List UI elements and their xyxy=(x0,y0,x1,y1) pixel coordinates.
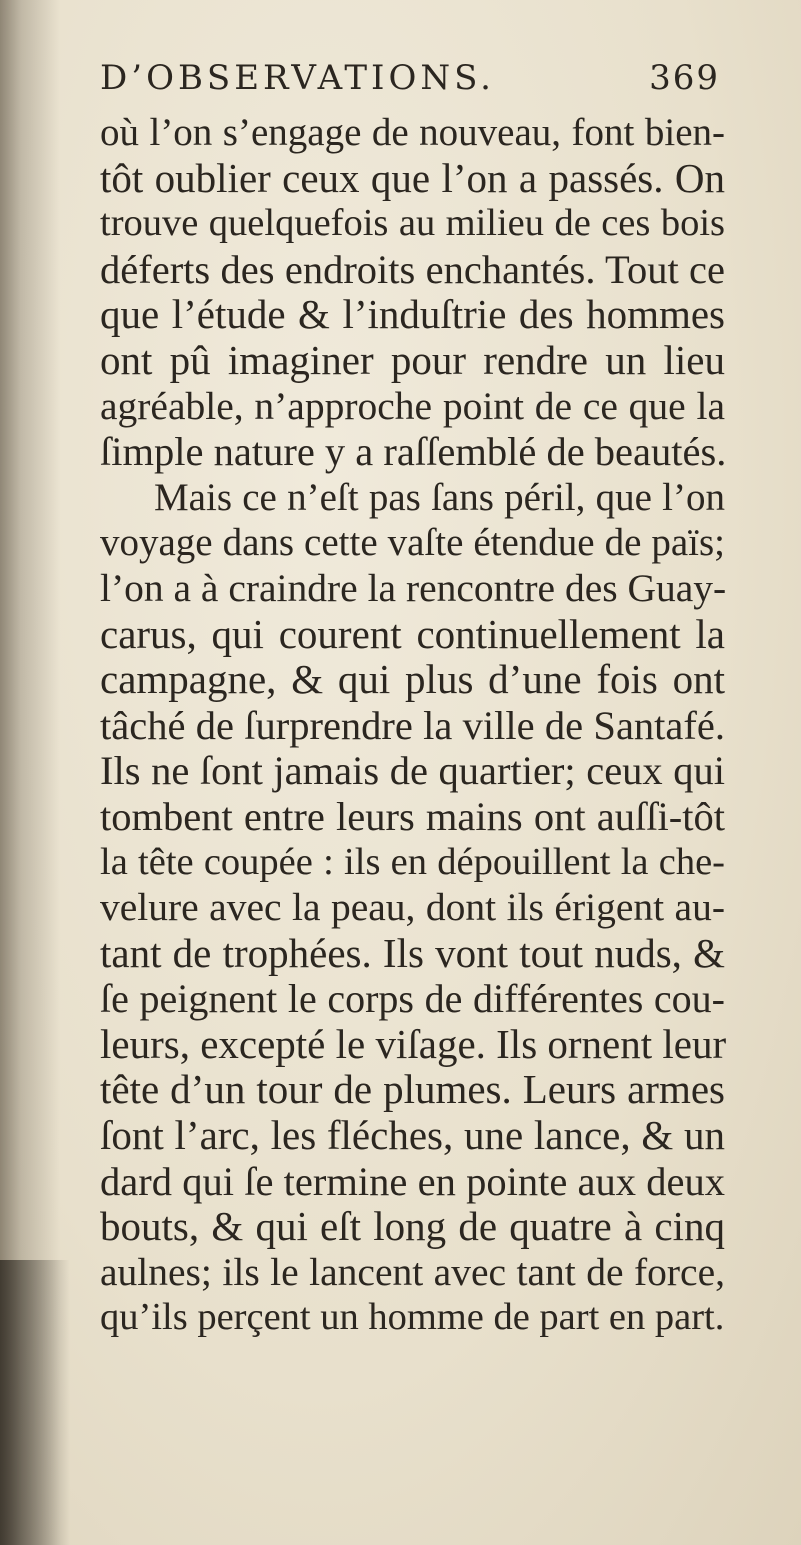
text-line: l’on a à craindre la rencontre des Guay- xyxy=(100,565,727,610)
page-header xyxy=(100,58,720,98)
page-number: 369 xyxy=(649,58,720,98)
text-line: ont pû imaginer pour rendre un lieu xyxy=(100,336,725,383)
text-line: Ils ne ſont jamais de quartier; ceux qui xyxy=(100,748,725,794)
text-line: bouts, & qui eſt long de quatre à cinq xyxy=(100,1203,725,1250)
paragraph-start-line: Mais ce n’eſt pas ſans péril, que l’on xyxy=(154,475,725,519)
text-line: campagne, & qui plus d’une fois ont xyxy=(100,656,725,703)
text-line: tâché de ſurprendre la ville de Santafé. xyxy=(100,702,725,748)
text-line: où l’on s’engage de nouveau, font bien- xyxy=(100,111,725,154)
text-line: ſimple nature y a raſſemblé de beautés. xyxy=(100,429,727,475)
text-line: tant de trophées. Ils vont tout nuds, & xyxy=(100,929,725,976)
text-line: leurs, excepté le viſage. Ils ornent leur xyxy=(100,1020,727,1067)
text-line: dard qui ſe termine en pointe aux deux xyxy=(100,1158,725,1204)
text-line: que l’étude & l’induſtrie des hommes xyxy=(100,291,725,338)
body-text xyxy=(100,110,725,1341)
text-line: aulnes; ils le lancent avec tant de force, xyxy=(100,1249,725,1294)
text-line: carus, qui courent continuellement la xyxy=(100,610,725,657)
text-line: agréable, n’approche point de ce que la xyxy=(100,383,725,428)
text-line: ſont l’arc, les fléches, une lance, & un xyxy=(100,1112,725,1159)
text-line: ſe peignent le corps de différentes cou- xyxy=(100,976,725,1022)
running-head: D’OBSERVATIONS. xyxy=(100,58,495,98)
text-line: trouve quelquefois au milieu de ces bois xyxy=(100,202,725,245)
text-line: tombent entre leurs mains ont auſſi-tôt xyxy=(100,793,725,839)
page-edge-shadow xyxy=(0,1260,70,1545)
text-line: la tête coupée : ils en dépouillent la che- xyxy=(100,840,725,883)
text-line: velure avec la peau, dont ils érigent au- xyxy=(100,885,725,930)
text-line: déferts des endroits enchantés. Tout ce xyxy=(100,246,725,292)
text-line: tête d’un tour de plumes. Leurs armes xyxy=(100,1066,725,1113)
text-line: voyage dans cette vaſte étendue de païs; xyxy=(100,521,725,565)
text-line: tôt oublier ceux que l’on a passés. On xyxy=(100,154,725,201)
text-line: qu’ils perçent un homme de part en part. xyxy=(100,1296,725,1339)
